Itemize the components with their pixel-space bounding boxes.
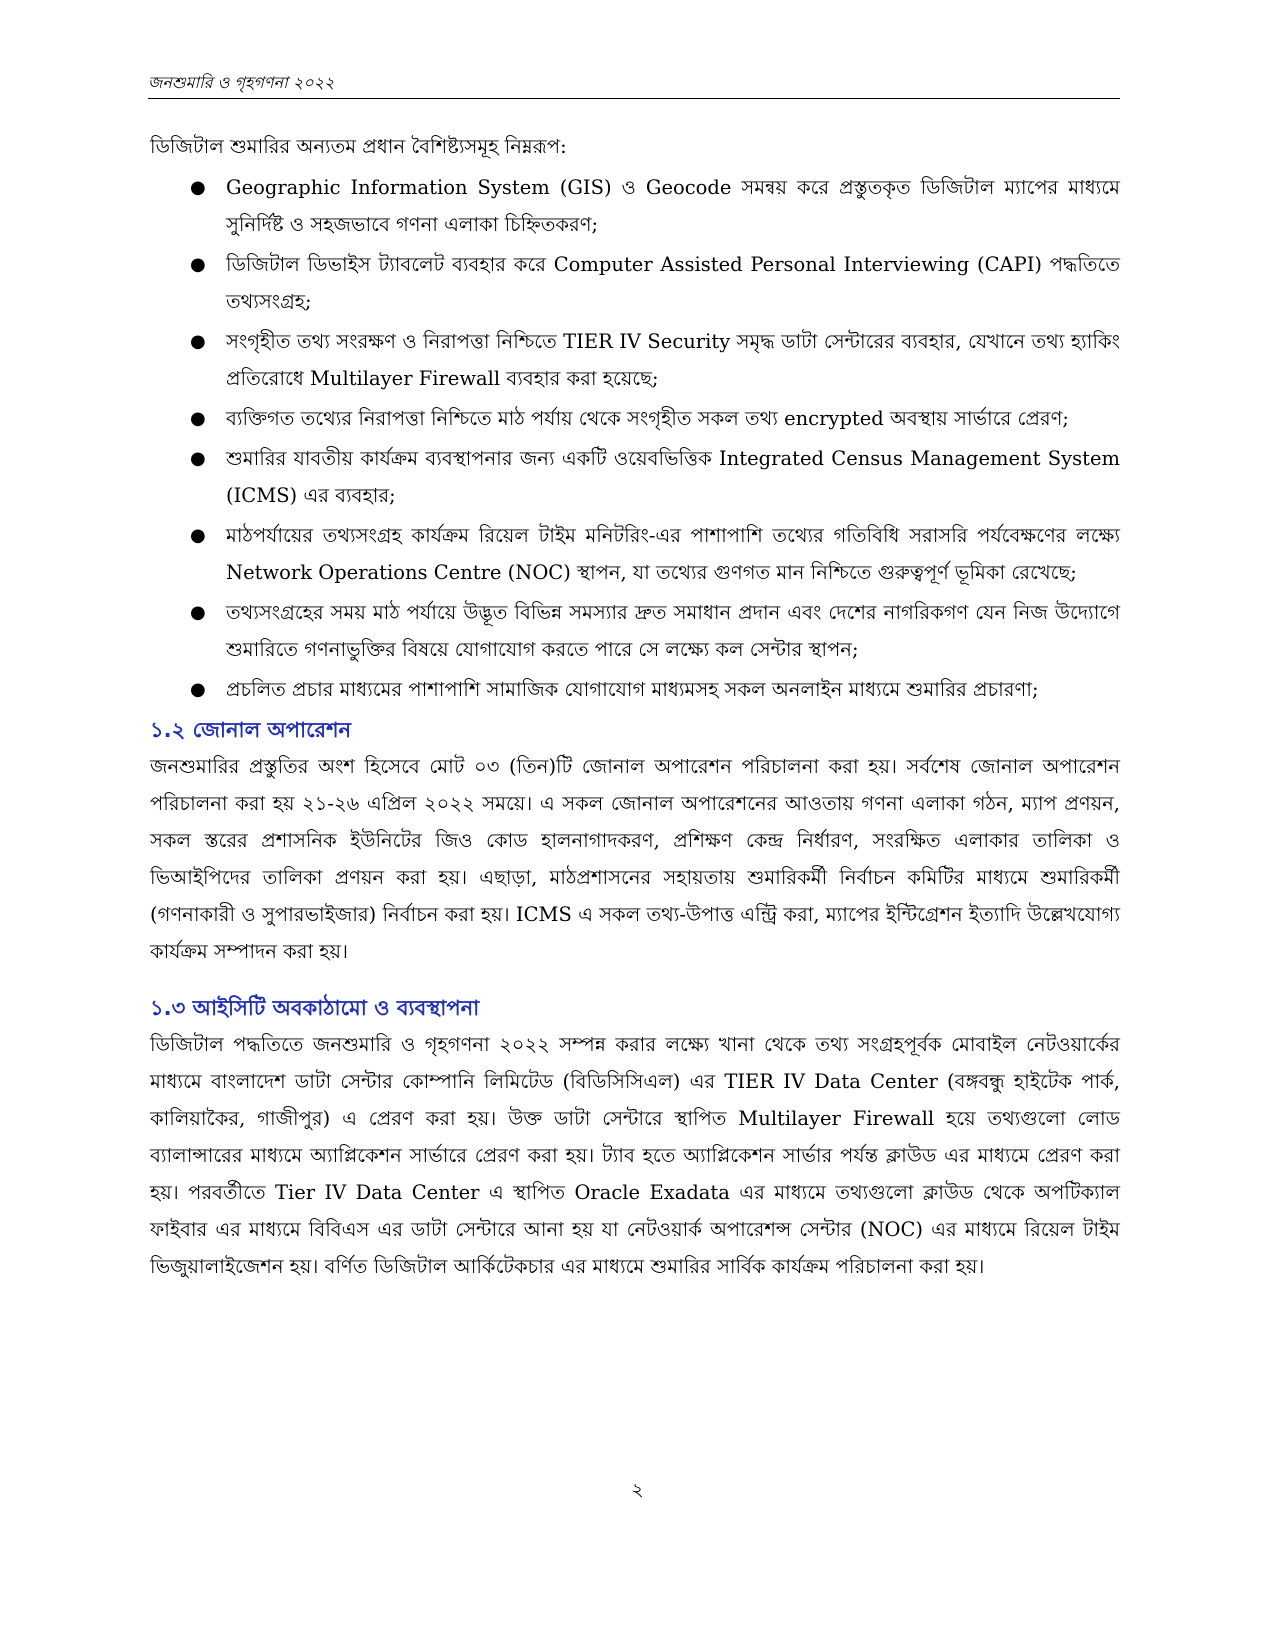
page-content — [150, 128, 1120, 1285]
list-item — [150, 440, 1120, 514]
bullet-icon: ● — [190, 177, 206, 198]
list-item — [150, 400, 1120, 437]
bullet-icon: ● — [190, 602, 206, 623]
running-header: জনশুমারি ও গৃহগণনা ২০২২ — [148, 72, 1120, 99]
bullet-icon: ● — [190, 448, 206, 469]
page-number: ২ — [631, 1479, 644, 1501]
list-item-text: তথ্যসংগ্রহের সময় মাঠ পর্যায়ে উদ্ভূত বিভিন্ন সমস্যার দ্রুত সমাধান প্রদান এবং দেশের নাগরিকগণ যেন নিজ উদ্যোগে শুমারিতে গণনাভুক্তির বিষয়ে যোগাযোগ করতে পারে সে লক্ষ্যে কল সেন্টার স্থাপন; — [226, 601, 1120, 661]
list-item-text: সংগৃহীত তথ্য সংরক্ষণ ও নিরাপত্তা নিশ্চিতে TIER IV Security সমৃদ্ধ ডাটা সেন্টারের ব্যবহার, যেখানে তথ্য হ্যাকিং প্রতিরোধে Multilayer Firewall ব্যবহার করা হয়েছে; — [226, 330, 1120, 390]
feature-list — [150, 169, 1120, 708]
list-item-text: প্রচলিত প্রচার মাধ্যমের পাশাপাশি সামাজিক যোগাযোগ মাধ্যমসহ সকল অনলাইন মাধ্যমে শুমারির প্রচারণা; — [226, 678, 1039, 701]
list-item — [150, 594, 1120, 668]
list-item — [150, 517, 1120, 591]
list-item-text: Geographic Information System (GIS) ও Geocode সমন্বয় করে প্রস্তুতকৃত ডিজিটাল ম্যাপের মাধ্যমে সুনির্দিষ্ট ও সহজভাবে গণনা এলাকা চিহ্নিতকরণ; — [226, 176, 1120, 236]
section-heading-ict-infrastructure: ১.৩ আইসিটি অবকাঠামো ও ব্যবস্থাপনা — [150, 996, 480, 1020]
bullet-icon: ● — [190, 408, 206, 429]
section-body-ict-infrastructure: ডিজিটাল পদ্ধতিতে জনশুমারি ও গৃহগণনা ২০২২ সম্পন্ন করার লক্ষ্যে খানা থেকে তথ্য সংগ্রহপূর্বক মোবাইল নেটওয়ার্কের মাধ্যমে বাংলাদেশ ডাটা সেন্টার কোম্পানি লিমিটেড (বিডিসিসিএল) এর TIER IV Data Center (বঙ্গবন্ধু হাইটেক পার্ক, কালিয়াকৈর, গাজীপুর) এ প্রেরণ করা হয়। উক্ত ডাটা সেন্টারে স্থাপিত Multilayer Firewall হয়ে তথ্যগুলো লোড ব্যালান্সারের মাধ্যমে অ্যাপ্লিকেশন সার্ভারে প্রেরণ করা হয়। ট্যাব হতে অ্যাপ্লিকেশন সার্ভার পর্যন্ত ক্লাউড এর মাধ্যমে প্রেরণ করা হয়। পরবর্তীতে Tier IV Data Center এ স্থাপিত Oracle Exadata এর মাধ্যমে তথ্যগুলো ক্লাউড থেকে অপটিক্যাল ফাইবার এর মাধ্যমে বিবিএস এর ডাটা সেন্টারে আনা হয় যা নেটওয়ার্ক অপারেশন্স সেন্টার (NOC) এর মাধ্যমে রিয়েল টাইম ভিজুয়ালাইজেশন হয়। বর্ণিত ডিজিটাল আর্কিটেকচার এর মাধ্যমে শুমারির সার্বিক কার্যক্রম পরিচালনা করা হয়। — [150, 1033, 1120, 1278]
section-heading-zonal-operation: ১.২ জোনাল অপারেশন — [150, 718, 352, 742]
bullet-icon: ● — [190, 331, 206, 352]
list-item — [150, 169, 1120, 243]
list-item-text: মাঠপর্যায়ের তথ্যসংগ্রহ কার্যক্রম রিয়েল টাইম মনিটরিং-এর পাশাপাশি তথ্যের গতিবিধি সরাসরি পর্যবেক্ষণের লক্ষ্যে Network Operations Centre (NOC) স্থাপন, যা তথ্যের গুণগত মান নিশ্চিতে গুরুত্বপূর্ণ ভূমিকা রেখেছে; — [226, 524, 1120, 584]
list-item-text: শুমারির যাবতীয় কার্যক্রম ব্যবস্থাপনার জন্য একটি ওয়েবভিত্তিক Integrated Census Management System (ICMS) এর ব্যবহার; — [226, 447, 1120, 507]
bullet-icon: ● — [190, 254, 206, 275]
section-body-zonal-operation: জনশুমারির প্রস্তুতির অংশ হিসেবে মোট ০৩ (তিন)টি জোনাল অপারেশন পরিচালনা করা হয়। সর্বশেষ জোনাল অপারেশন পরিচালনা করা হয় ২১-২৬ এপ্রিল ২০২২ সময়ে। এ সকল জোনাল অপারেশনের আওতায় গণনা এলাকা গঠন, ম্যাপ প্রণয়ন, সকল স্তরের প্রশাসনিক ইউনিটের জিও কোড হালনাগাদকরণ, প্রশিক্ষণ কেন্দ্র নির্ধারণ, সংরক্ষিত এলাকার তালিকা ও ভিআইপিদের তালিকা প্রণয়ন করা হয়। এছাড়া, মাঠপ্রশাসনের সহায়তায় শুমারিকর্মী নির্বাচন কমিটির মাধ্যমে শুমারিকর্মী (গণনাকারী ও সুপারভাইজার) নির্বাচন করা হয়। ICMS এ সকল তথ্য-উপাত্ত এন্ট্রি করা, ম্যাপের ইন্টিগ্রেশন ইত্যাদি উল্লেখযোগ্য কার্যক্রম সম্পাদন করা হয়। — [150, 755, 1120, 963]
list-item — [150, 323, 1120, 397]
intro-text: ডিজিটাল শুমারির অন্যতম প্রধান বৈশিষ্ট্যসমূহ নিম্নরূপ: — [150, 135, 567, 158]
bullet-icon: ● — [190, 525, 206, 546]
list-item-text: ডিজিটাল ডিভাইস ট্যাবলেট ব্যবহার করে Computer Assisted Personal Interviewing (CAPI) পদ্ধতিতে তথ্যসংগ্রহ; — [226, 253, 1120, 313]
list-item — [150, 246, 1120, 320]
list-item-text: ব্যক্তিগত তথ্যের নিরাপত্তা নিশ্চিতে মাঠ পর্যায় থেকে সংগৃহীত সকল তথ্য encrypted অবস্থায় সার্ভারে প্রেরণ; — [226, 407, 1070, 430]
bullet-icon: ● — [190, 679, 206, 700]
list-item — [150, 671, 1120, 708]
